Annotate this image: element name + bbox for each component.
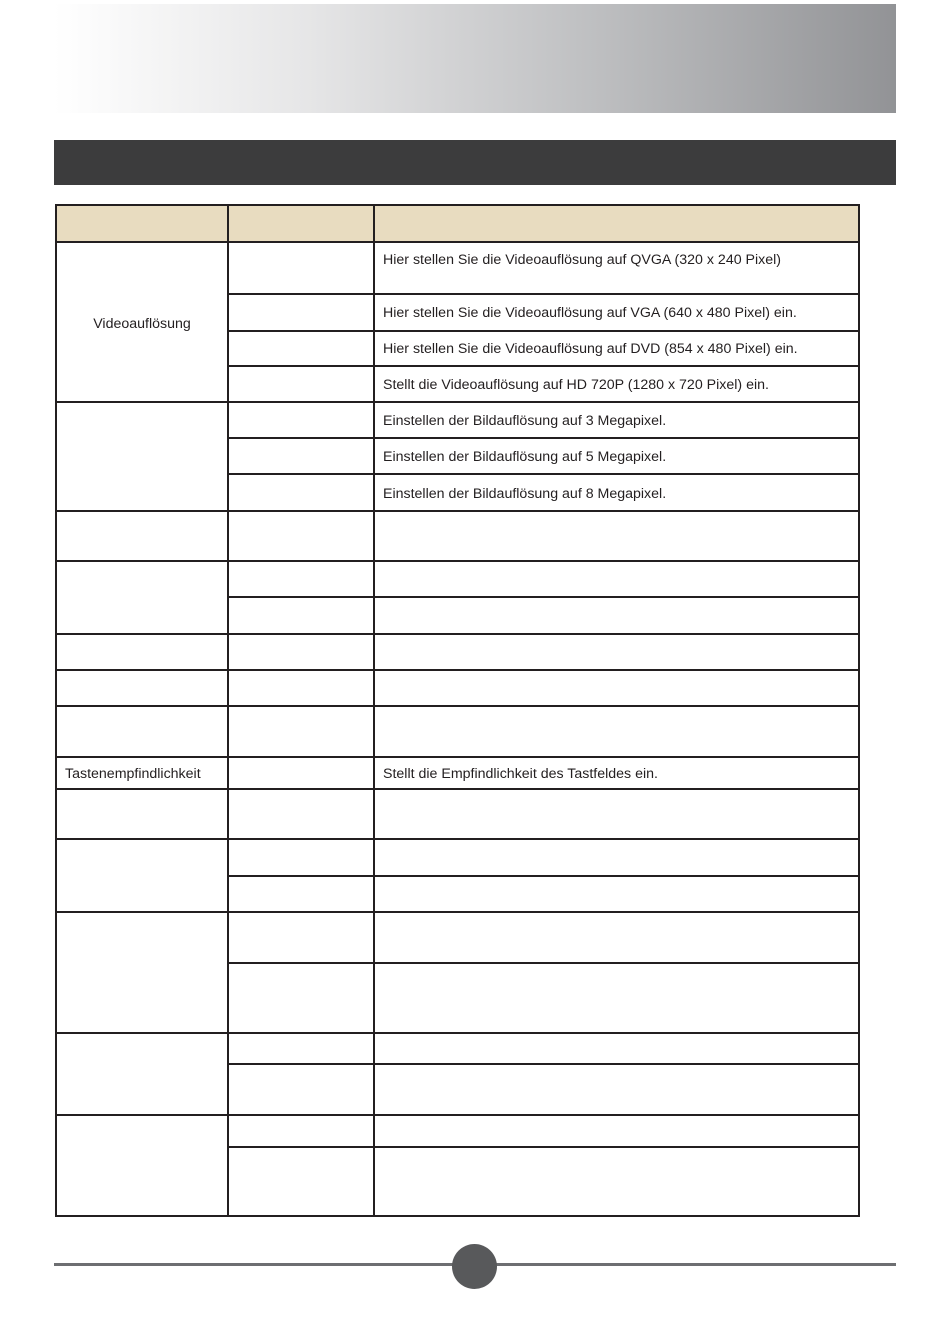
row-divider <box>57 633 858 635</box>
sub-row-divider <box>227 875 858 877</box>
desc-vga: Hier stellen Sie die Videoauflösung auf VGA (640 x 480 Pixel) ein. <box>383 305 797 321</box>
page-number-badge <box>452 1244 497 1289</box>
desc-3mp: Einstellen der Bildauflösung auf 3 Megapixel. <box>383 413 667 429</box>
desc-dvd: Hier stellen Sie die Videoauflösung auf DVD (854 x 480 Pixel) ein. <box>383 341 798 357</box>
row-divider <box>57 705 858 707</box>
top-banner <box>54 4 896 113</box>
setting-key-sensitivity: Tastenempfindlichkeit <box>65 766 201 782</box>
row-divider <box>57 911 858 913</box>
settings-table <box>55 204 860 1217</box>
row-divider <box>57 669 858 671</box>
sub-row-divider <box>227 596 858 598</box>
sub-row-divider <box>227 293 858 295</box>
desc-8mp: Einstellen der Bildauflösung auf 8 Megapixel. <box>383 486 667 502</box>
row-divider <box>57 788 858 790</box>
setting-video-resolution: Videoauflösung <box>93 316 191 332</box>
sub-row-divider <box>227 1063 858 1065</box>
sub-row-divider <box>227 962 858 964</box>
row-divider <box>57 1032 858 1034</box>
sub-row-divider <box>227 330 858 332</box>
header-cell-description <box>375 206 858 243</box>
desc-5mp: Einstellen der Bildauflösung auf 5 Megapixel. <box>383 449 667 465</box>
row-divider <box>57 510 858 512</box>
sub-row-divider <box>227 1146 858 1148</box>
section-title-bar <box>54 140 896 185</box>
desc-key-sensitivity: Stellt die Empfindlichkeit des Tastfeldes ein. <box>383 766 658 782</box>
sub-row-divider <box>227 473 858 475</box>
header-cell-option <box>229 206 373 243</box>
sub-row-divider <box>227 437 858 439</box>
desc-qvga: Hier stellen Sie die Videoauflösung auf QVGA (320 x 240 Pixel) <box>383 252 782 268</box>
row-divider <box>57 401 858 403</box>
row-divider <box>57 1114 858 1116</box>
desc-hd720: Stellt die Videoauflösung auf HD 720P (1280 x 720 Pixel) ein. <box>383 377 769 393</box>
row-divider <box>57 838 858 840</box>
row-divider <box>57 756 858 758</box>
row-divider <box>57 560 858 562</box>
header-cell-setting <box>57 206 227 243</box>
sub-row-divider <box>227 365 858 367</box>
